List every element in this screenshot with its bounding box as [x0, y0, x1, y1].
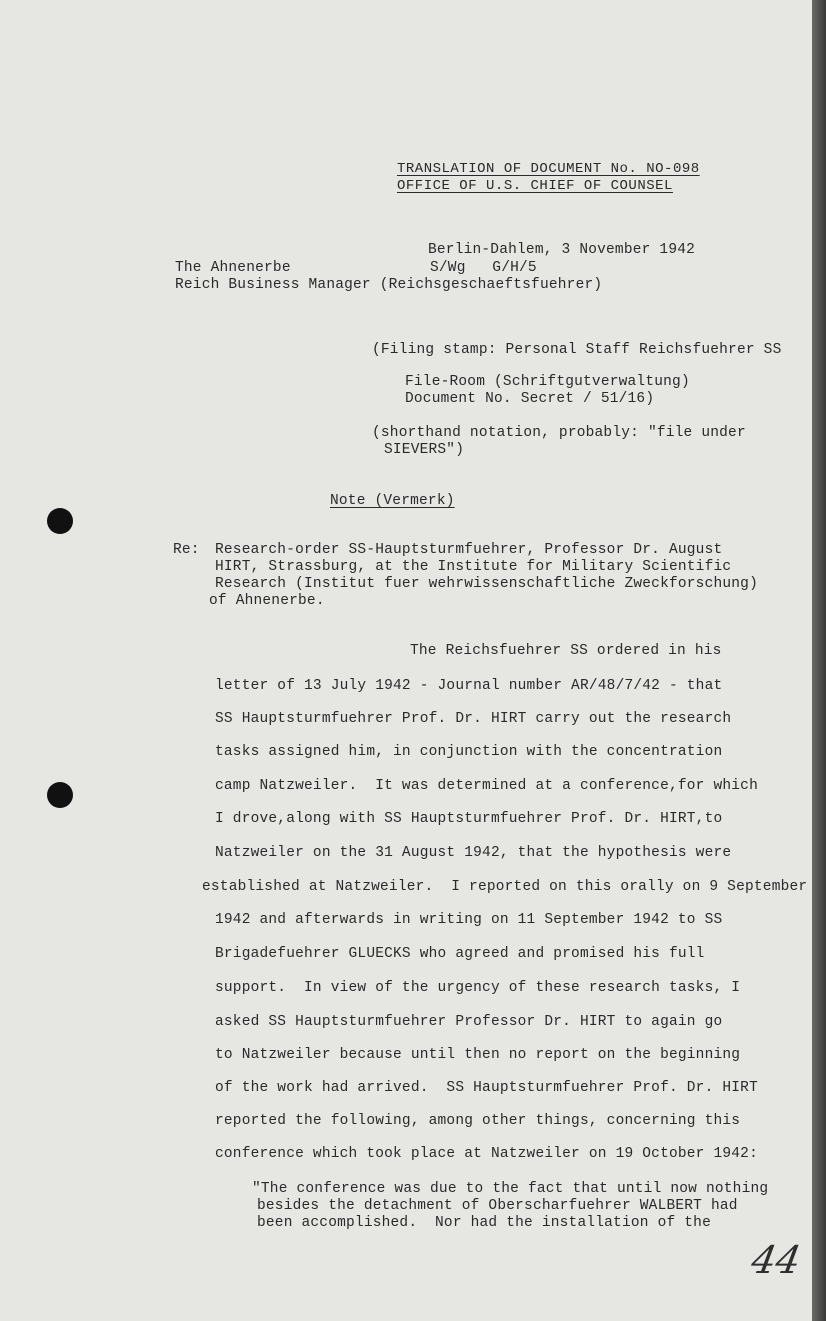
organization-sub: Reich Business Manager (Reichsgeschaeftsfuehrer)	[175, 277, 603, 293]
body-line: 1942 and afterwards in writing on 11 September 1942 to SS	[215, 912, 723, 928]
quote-line: besides the detachment of Oberscharfuehrer WALBERT had	[257, 1198, 738, 1214]
body-line: support. In view of the urgency of these research tasks, I	[215, 980, 741, 996]
page-mark: 44	[748, 1238, 805, 1282]
body-line: established at Natzweiler. I reported on this orally on 9 September	[202, 879, 808, 895]
document-title: Note (Vermerk)	[330, 493, 455, 509]
punch-hole-top	[47, 508, 73, 534]
stamp-line-4: (shorthand notation, probably: "file under	[372, 425, 746, 441]
body-line: camp Natzweiler. It was determined at a conference,for which	[215, 778, 758, 794]
body-line: reported the following, among other things, concerning this	[215, 1113, 741, 1129]
page-edge	[812, 0, 826, 1321]
body-line: Brigadefuehrer GLUECKS who agreed and promised his full	[215, 946, 705, 962]
reference: S/Wg G/H/5	[430, 260, 537, 276]
quote-line: "The conference was due to the fact that until now nothing	[252, 1181, 769, 1197]
body-line: letter of 13 July 1942 - Journal number AR/48/7/42 - that	[215, 678, 723, 694]
body-line: The Reichsfuehrer SS ordered in his	[410, 643, 722, 659]
re-line: of Ahnenerbe.	[209, 593, 325, 609]
re-label: Re:	[173, 542, 200, 558]
re-line: HIRT, Strassburg, at the Institute for Military Scientific	[215, 559, 732, 575]
body-line: SS Hauptsturmfuehrer Prof. Dr. HIRT carry out the research	[215, 711, 732, 727]
re-line: Research-order SS-Hauptsturmfuehrer, Professor Dr. August	[215, 542, 723, 558]
punch-hole-bottom	[47, 782, 73, 808]
header-line-1: TRANSLATION OF DOCUMENT No. NO-098	[397, 161, 700, 177]
stamp-line-1: (Filing stamp: Personal Staff Reichsfuehrer SS	[372, 342, 782, 358]
body-line: I drove,along with SS Hauptsturmfuehrer Prof. Dr. HIRT,to	[215, 811, 723, 827]
header-line-2: OFFICE OF U.S. CHIEF OF COUNSEL	[397, 178, 673, 194]
re-line: Research (Institut fuer wehrwissenschaftliche Zweckforschung)	[215, 576, 758, 592]
body-line: of the work had arrived. SS Hauptsturmfuehrer Prof. Dr. HIRT	[215, 1080, 758, 1096]
body-line: to Natzweiler because until then no report on the beginning	[215, 1047, 741, 1063]
stamp-line-3: Document No. Secret / 51/16)	[405, 391, 655, 407]
stamp-line-2: File-Room (Schriftgutverwaltung)	[405, 374, 690, 390]
quote-line: been accomplished. Nor had the installation of the	[257, 1215, 711, 1231]
place-date: Berlin-Dahlem, 3 November 1942	[428, 242, 696, 258]
body-line: Natzweiler on the 31 August 1942, that the hypothesis were	[215, 845, 732, 861]
stamp-line-5: SIEVERS")	[384, 442, 465, 458]
body-line: asked SS Hauptsturmfuehrer Professor Dr. HIRT to again go	[215, 1014, 723, 1030]
organization: The Ahnenerbe	[175, 260, 291, 276]
body-line: tasks assigned him, in conjunction with the concentration	[215, 744, 723, 760]
body-line: conference which took place at Natzweiler on 19 October 1942:	[215, 1146, 758, 1162]
